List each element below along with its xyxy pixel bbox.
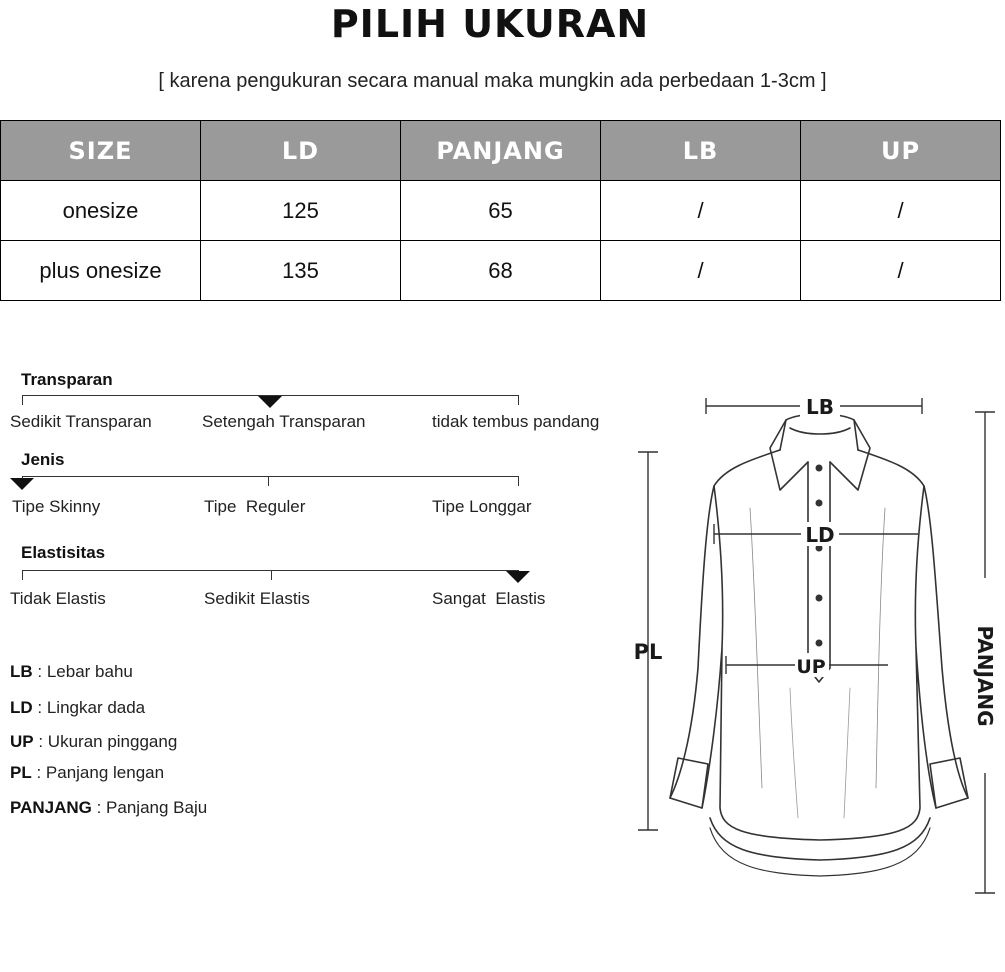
header-ld: LD <box>201 121 401 181</box>
scale-jenis <box>10 448 620 523</box>
legend-item-panjang <box>10 798 207 818</box>
legend-item-lb <box>10 662 133 682</box>
size-table <box>0 120 1001 301</box>
legend-abbr: LD <box>10 698 33 717</box>
legend-separator: : <box>33 732 48 751</box>
scale-heading: Elastisitas <box>21 543 106 562</box>
scale-heading: Jenis <box>21 450 65 469</box>
scale-tick <box>268 476 269 486</box>
scale-option: Tidak Elastis <box>10 589 106 608</box>
label-lb: LB <box>806 395 834 419</box>
legend-desc: Lingkar dada <box>46 698 146 717</box>
page-title: PILIH UKURAN <box>330 2 650 46</box>
measure-lines <box>638 398 995 893</box>
scale-option: Tipe Reguler <box>204 497 306 516</box>
scale-option: Sedikit Elastis <box>204 589 310 608</box>
scale-option: tidak tembus pandang <box>432 412 600 431</box>
legend-abbr: PL <box>10 763 32 782</box>
scale-tick <box>22 395 23 405</box>
scale-elastisitas <box>10 541 620 616</box>
scale-tick <box>271 570 272 580</box>
size-table-header-row <box>1 121 1001 181</box>
table-cell: 135 <box>201 241 401 301</box>
scale-option: Sangat Elastis <box>432 589 546 608</box>
scale-option: Setengah Transparan <box>202 412 366 431</box>
table-cell: 125 <box>201 181 401 241</box>
button-dots <box>816 465 823 647</box>
scale-marker-icon <box>10 478 34 490</box>
scale-tick <box>518 395 519 405</box>
legend-item-pl <box>10 763 164 783</box>
legend-separator: : <box>31 763 46 782</box>
table-cell: onesize <box>1 181 201 241</box>
table-cell: / <box>801 181 1001 241</box>
label-up: UP <box>796 656 826 678</box>
table-cell: / <box>601 241 801 301</box>
table-cell: / <box>801 241 1001 301</box>
legend-abbr: LB <box>10 662 33 681</box>
table-cell: 68 <box>401 241 601 301</box>
legend-item-ld <box>10 698 145 718</box>
legend-separator: : <box>32 698 47 717</box>
legend-separator: : <box>32 662 47 681</box>
scale-line <box>22 570 518 581</box>
table-cell: plus onesize <box>1 241 201 301</box>
scale-marker-icon <box>258 396 282 408</box>
table-row <box>1 181 1001 241</box>
header-panjang: PANJANG <box>401 121 601 181</box>
legend-item-up <box>10 732 177 752</box>
legend-desc: Ukuran pinggang <box>47 732 178 751</box>
scale-tick <box>22 570 23 580</box>
label-ld: LD <box>805 523 835 547</box>
scale-transparan <box>10 368 620 438</box>
scale-option: Sedikit Transparan <box>10 412 152 431</box>
legend-separator: : <box>91 798 107 817</box>
scale-marker-icon <box>506 571 530 583</box>
header-size: SIZE <box>1 121 201 181</box>
label-panjang: PANJANG <box>973 625 997 727</box>
scale-line <box>22 476 518 487</box>
shirt-measurement-diagram <box>630 388 1000 898</box>
scale-option: Tipe Skinny <box>12 497 101 516</box>
table-cell: 65 <box>401 181 601 241</box>
legend-desc: Panjang lengan <box>45 763 165 782</box>
scale-tick <box>518 476 519 486</box>
scale-heading: Transparan <box>21 370 113 389</box>
legend-abbr: UP <box>10 732 34 751</box>
header-lb: LB <box>601 121 801 181</box>
header-up: UP <box>801 121 1001 181</box>
legend-desc: Panjang Baju <box>106 798 208 817</box>
measurement-note: [ karena pengukuran secara manual maka mungkin ada perbedaan 1-3cm ] <box>158 70 827 92</box>
scale-option: Tipe Longgar <box>432 497 532 516</box>
table-row <box>1 241 1001 301</box>
legend-abbr: PANJANG <box>10 798 92 817</box>
label-pl: PL <box>633 640 663 664</box>
legend-desc: Lebar bahu <box>46 662 133 681</box>
table-cell: / <box>601 181 801 241</box>
